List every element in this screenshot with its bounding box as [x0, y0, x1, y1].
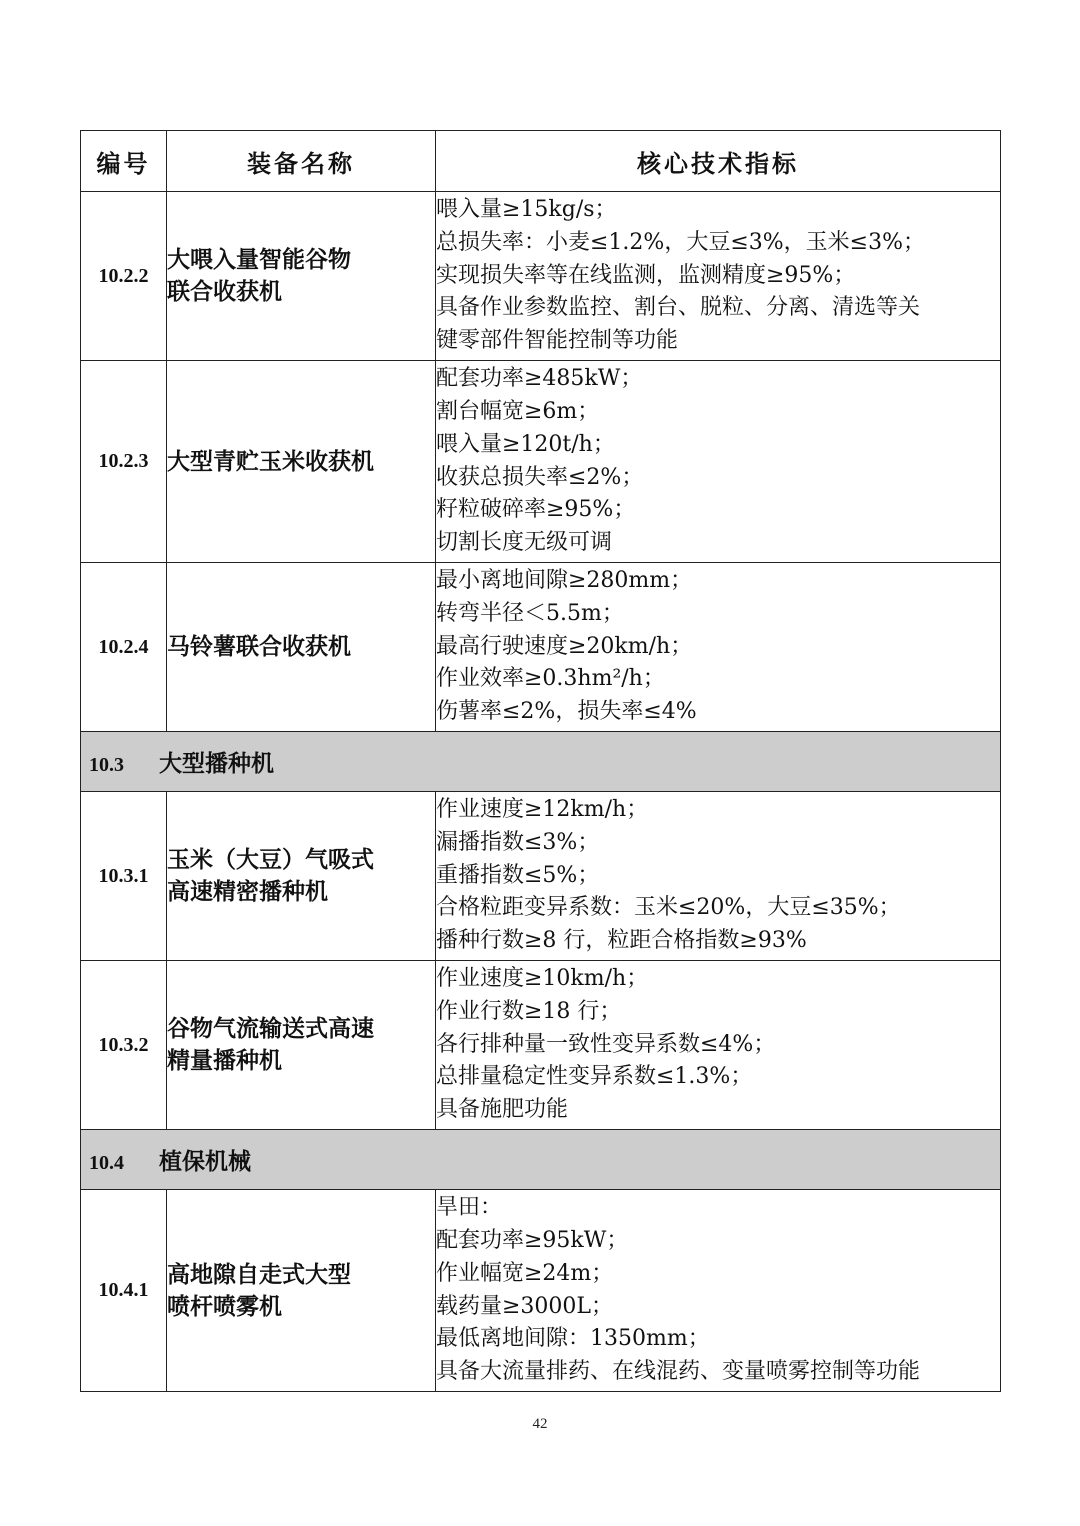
spec-line: 伤薯率≤2%，损失率≤4%: [436, 699, 697, 725]
spec-line: 作业效率≥0.3hm²/h；: [436, 666, 665, 692]
equipment-id: 10.4.1: [81, 1190, 167, 1392]
header-id: 编号: [81, 131, 167, 192]
equipment-name: [167, 792, 436, 961]
core-specs: [436, 792, 1001, 961]
core-specs: [436, 1190, 1001, 1392]
core-specs: [436, 192, 1001, 361]
spec-line: 籽粒破碎率≥95%；: [436, 497, 636, 523]
spec-line: 收获总损失率≤2%；: [436, 464, 644, 490]
spec-line: 配套功率≥485kW；: [436, 366, 643, 392]
section-cell: [81, 732, 1001, 792]
spec-line: 载药量≥3000L；: [436, 1293, 614, 1319]
spec-line: 喂入量≥120t/h；: [436, 431, 615, 457]
spec-line: 作业速度≥10km/h；: [436, 966, 649, 991]
spec-line: 最低离地间隙：1350mm；: [436, 1326, 710, 1352]
table-row: [81, 792, 1001, 961]
equipment-name-line: 喷杆喷雾机: [167, 1293, 282, 1320]
section-row: [81, 732, 1001, 792]
equipment-spec-table: [80, 130, 1001, 1392]
section-number: 10.4: [89, 1152, 124, 1174]
spec-line: 实现损失率等在线监测，监测精度≥95%；: [436, 262, 856, 288]
equipment-name-line: 玉米（大豆）气吸式: [167, 847, 374, 873]
header-core-specs: 核心技术指标: [436, 131, 1001, 192]
equipment-id: 10.2.4: [81, 563, 167, 732]
table-body: [81, 192, 1001, 1392]
spec-line: 作业幅宽≥24m；: [436, 1260, 614, 1286]
spec-line: 漏播指数≤3%；: [436, 829, 600, 855]
spec-line: 作业速度≥12km/h；: [436, 797, 649, 822]
equipment-name-line: 大型青贮玉米收获机: [167, 448, 374, 475]
table-header-row: [81, 131, 1001, 192]
equipment-id: 10.2.3: [81, 361, 167, 563]
section-title: 植保机械: [159, 1149, 251, 1175]
spec-line: 各行排种量一致性变异系数≤4%；: [436, 1031, 776, 1057]
equipment-name: [167, 361, 436, 563]
section-number: 10.3: [89, 754, 124, 776]
page-number: 42: [532, 1416, 548, 1432]
spec-line: 具备大流量排药、在线混药、变量喷雾控制等功能: [436, 1359, 921, 1385]
table-row: [81, 1190, 1001, 1392]
spec-line: 转弯半径＜5.5m；: [436, 600, 624, 626]
spec-line: 重播指数≤5%；: [436, 862, 600, 888]
table-row: [81, 361, 1001, 563]
equipment-name-line: 高速精密播种机: [167, 879, 328, 905]
equipment-name-line: 精量播种机: [167, 1048, 282, 1074]
section-cell: [81, 1130, 1001, 1190]
equipment-name-line: 马铃薯联合收获机: [167, 634, 351, 660]
spec-line: 割台幅宽≥6m；: [436, 398, 600, 424]
spec-line: 切割长度无级可调: [436, 530, 613, 556]
spec-line: 总损失率：小麦≤1.2%，大豆≤3%，玉米≤3%；: [436, 229, 925, 255]
spec-line: 旱田：: [436, 1195, 503, 1221]
core-specs: [436, 563, 1001, 732]
equipment-name: [167, 563, 436, 732]
header-equipment-name: 装备名称: [167, 131, 436, 192]
table-row: [81, 563, 1001, 732]
equipment-id: 10.2.2: [81, 192, 167, 361]
section-title: 大型播种机: [159, 751, 274, 777]
table-row: [81, 192, 1001, 361]
equipment-name-line: 联合收获机: [167, 279, 282, 305]
equipment-name-line: 谷物气流输送式高速: [167, 1016, 374, 1042]
equipment-name: [167, 961, 436, 1130]
spec-line: 最高行驶速度≥20km/h；: [436, 633, 693, 659]
core-specs: [436, 361, 1001, 563]
spec-line: 喂入量≥15kg/s；: [436, 197, 617, 222]
spec-line: 键零部件智能控制等功能: [436, 328, 679, 354]
section-row: [81, 1130, 1001, 1190]
spec-line: 最小离地间隙≥280mm；: [436, 568, 693, 593]
equipment-name-line: 高地隙自走式大型: [167, 1261, 351, 1288]
core-specs: [436, 961, 1001, 1130]
table-row: [81, 961, 1001, 1130]
spec-line: 合格粒距变异系数：玉米≤20%，大豆≤35%；: [436, 895, 901, 921]
equipment-name-line: 大喂入量智能谷物: [167, 247, 351, 273]
spec-line: 作业行数≥18 行；: [436, 998, 622, 1024]
spec-line: 总排量稳定性变异系数≤1.3%；: [436, 1064, 753, 1090]
equipment-id: 10.3.1: [81, 792, 167, 961]
spec-line: 具备作业参数监控、割台、脱粒、分离、清选等关: [436, 295, 921, 321]
equipment-name: [167, 1190, 436, 1392]
spec-line: 具备施肥功能: [436, 1097, 569, 1123]
equipment-id: 10.3.2: [81, 961, 167, 1130]
spec-line: 播种行数≥8 行，粒距合格指数≥93%: [436, 928, 807, 954]
spec-line: 配套功率≥95kW；: [436, 1227, 629, 1253]
equipment-name: [167, 192, 436, 361]
